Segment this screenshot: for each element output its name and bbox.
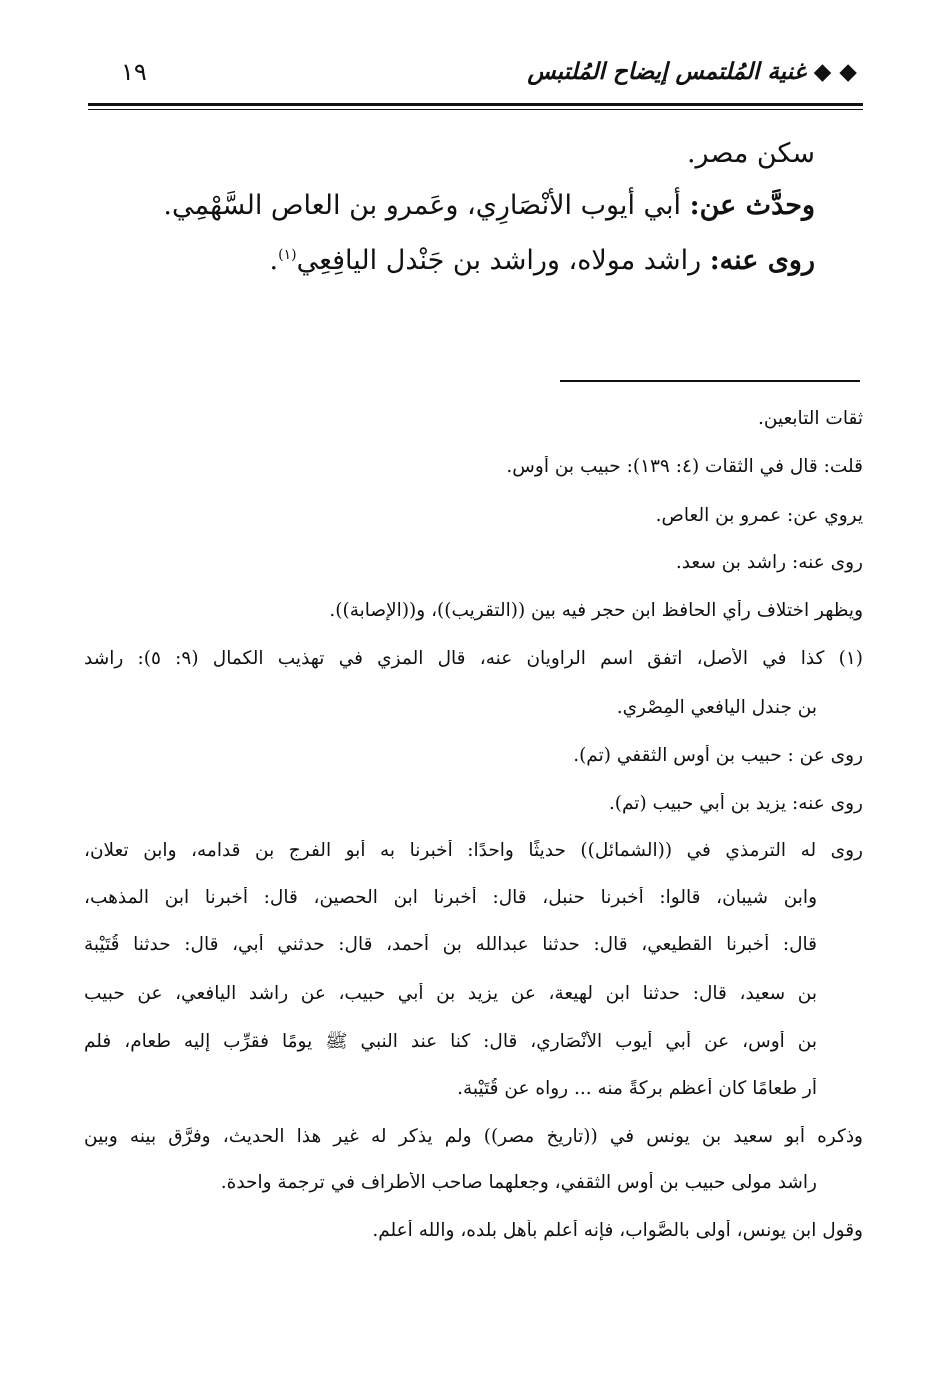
main-line-2 bbox=[163, 190, 815, 221]
footnote-line: قال: أخبرنا القطيعي، قال: حدثنا عبدالله بن أحمد، قال: حدثني أبي، قال: حدثنا قُتَيْبة bbox=[84, 934, 817, 955]
footnote-separator bbox=[560, 380, 860, 382]
footnote-line: بن سعيد، قال: حدثنا ابن لهيعة، عن يزيد بن أبي حبيب، عن راشد اليافعي، عن حبيب bbox=[84, 983, 817, 1004]
header-rule-thick bbox=[88, 103, 863, 106]
main-line-3 bbox=[270, 245, 815, 276]
footnote-line: ثقات التابعين. bbox=[757, 408, 863, 429]
footnote-line: بن أوس، عن أبي أيوب الأنْصَاري، قال: كنا عند النبي ﷺ يومًا فقرِّب إليه طعام، فلم bbox=[84, 1031, 817, 1052]
narrated-by-end: . bbox=[269, 245, 279, 276]
running-header bbox=[95, 56, 857, 102]
header-title: ◆ ◆ غنية المُلتمس إيضاح المُلتبس bbox=[527, 58, 857, 85]
main-line-1-text: سكن مصر. bbox=[686, 138, 815, 169]
footnote-ref[interactable]: (١) bbox=[278, 247, 297, 263]
footnote-line: يروي عن: عمرو بن العاص. bbox=[655, 505, 863, 526]
main-line-1 bbox=[687, 138, 815, 169]
footnote-line: روى عنه: راشد بن سعد. bbox=[675, 552, 863, 573]
footnote-line: روى له الترمذي في ((الشمائل)) حديثًا واحدًا: أخبرنا به أبو الفرج بن قدامه، وابن تعلان، bbox=[84, 840, 863, 861]
footnote-line: وقول ابن يونس، أولى بالصَّواب، فإنه أعلم بأهل بلده، والله أعلم. bbox=[372, 1220, 863, 1241]
footnote-line: قلت: قال في الثقات (٤: ١٣٩): حبيب بن أوس. bbox=[506, 456, 863, 477]
footnote-line: وابن شيبان، قالوا: أخبرنا حنبل، قال: أخبرنا ابن الحصين، قال: أخبرنا ابن المذهب، bbox=[84, 887, 817, 908]
footnote-line: بن جندل اليافعي المِصْري. bbox=[616, 697, 817, 718]
page-number: ١٩ bbox=[121, 58, 147, 86]
footnote-line: وذكره أبو سعيد بن يونس في ((تاريخ مصر)) ولم يذكر له غير هذا الحديث، وفرَّق بينه وبين bbox=[84, 1126, 863, 1147]
narrated-by-label: روى عنه: bbox=[709, 245, 815, 276]
footnote-line: روى عنه: يزيد بن أبي حبيب (تم). bbox=[608, 793, 863, 814]
footnote-1-line: (١) كذا في الأصل، اتفق اسم الراويان عنه، قال المزي في تهذيب الكمال (٩: ٥): راشد bbox=[84, 648, 863, 669]
footnote-line: أر طعامًا كان أعظم بركةً منه ... رواه عن قُتَيْبة. bbox=[457, 1078, 817, 1099]
header-rule-thin bbox=[88, 109, 863, 110]
footnote-line: روى عن : حبيب بن أوس الثقفي (تم). bbox=[573, 745, 863, 766]
footnote-line: راشد مولى حبيب بن أوس الثقفي، وجعلهما صاحب الأطراف في ترجمة واحدة. bbox=[220, 1172, 817, 1193]
narrated-from-text: أبي أيوب الأنْصَارِي، وعَمرو بن العاص السَّهْمِي. bbox=[163, 190, 690, 221]
narrated-from-label: وحدَّث عن: bbox=[689, 190, 815, 221]
narrated-by-text: راشد مولاه، وراشد بن جَنْدل اليافِعِي bbox=[296, 245, 710, 276]
footnote-line: ويظهر اختلاف رأي الحافظ ابن حجر فيه بين ((التقريب))، و((الإصابة)). bbox=[329, 600, 863, 621]
